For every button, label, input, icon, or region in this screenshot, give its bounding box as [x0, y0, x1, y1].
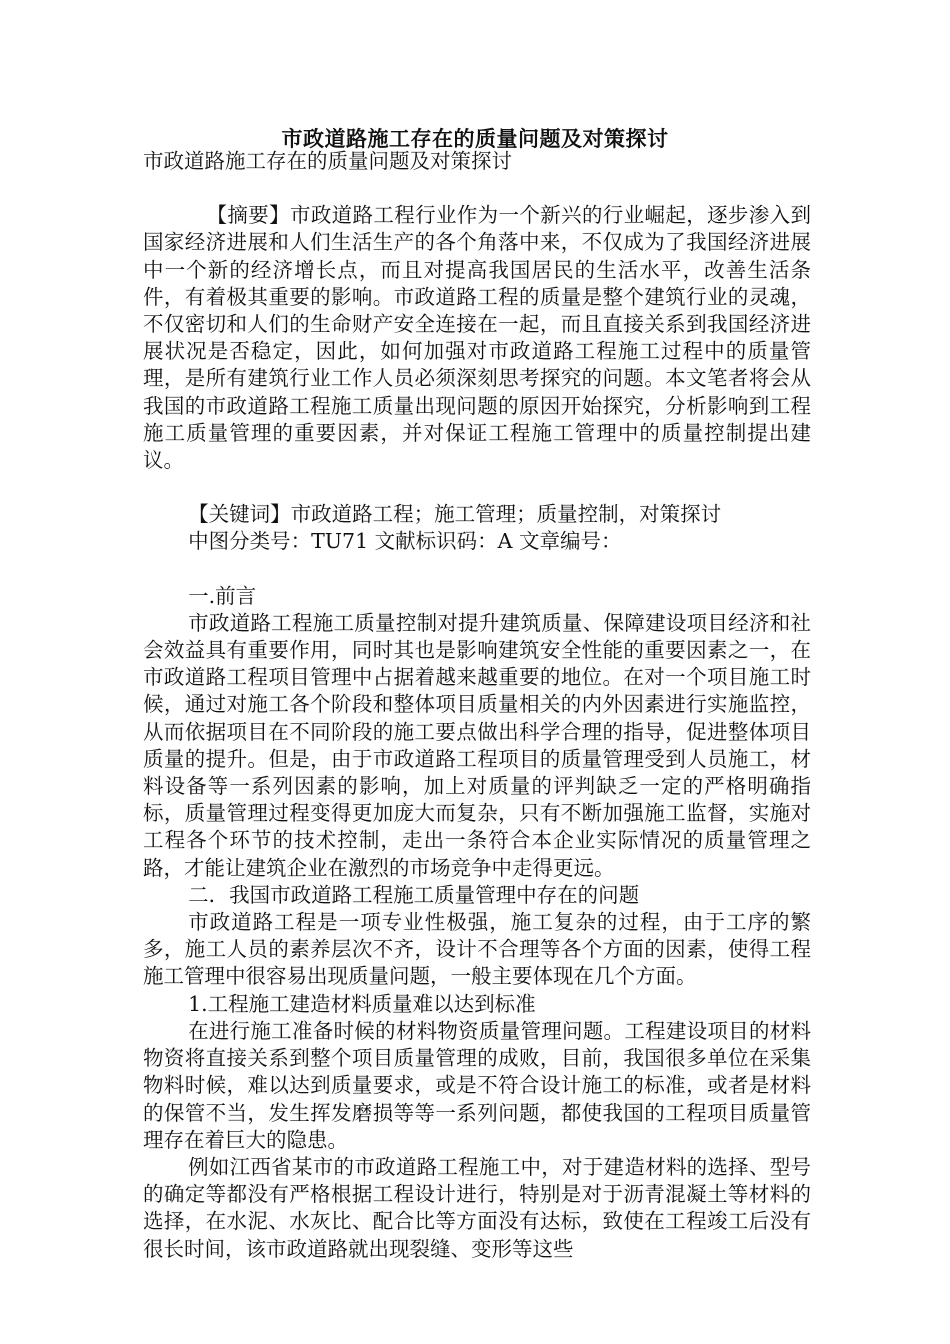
- spacer: [143, 474, 811, 501]
- subsection-1-heading: 1.工程施工建造材料质量难以达到标准: [188, 991, 536, 1016]
- section-2-heading: 二．我国市政道路工程施工质量管理中存在的问题: [188, 882, 640, 907]
- document-body: [143, 148, 811, 1263]
- section-2-paragraph: 市政道路工程是一项专业性极强，施工复杂的过程，由于工序的繁多，施工人员的素养层次不齐，设计不合理等各个方面的因素，使得工程施工管理中很容易出现质量问题，一般主要体现在几个方面。: [143, 910, 811, 989]
- abstract-paragraph: 【摘要】市政道路工程行业作为一个新兴的行业崛起，逐步渗入到国家经济进展和人们生活生产的各个角落中来，不仅成为了我国经济进展中一个新的经济增长点，而且对提高我国居民的生活水平，改善生活条件，有着极其重要的影响。市政道路工程的质量是整个建筑行业的灵魂，不仅密切和人们的生命财产安全连接在一起，而且直接关系到我国经济进展状况是否稳定，因此，如何加强对市政道路工程施工过程中的质量管理，是所有建筑行业工作人员必须深刻思考探究的问题。本文笔者将会从我国的市政道路工程施工质量出现问题的原因开始探究，分析影响到工程施工质量管理的重要因素，并对保证工程施工管理中的质量控制提出建议。: [143, 203, 811, 473]
- keywords-line: 【关键词】市政道路工程；施工管理；质量控制，对策探讨: [188, 502, 722, 527]
- subsection-1-paragraph-2: 例如江西省某市的市政道路工程施工中，对于建造材料的选择、型号的确定等都没有严格根据工程设计进行，特别是对于沥青混凝土等材料的选择，在水泥、水灰比、配合比等方面没有达标，致使在工程竣工后没有很长时间，该市政道路就出现裂缝、变形等这些: [143, 1154, 811, 1261]
- document-subtitle: 市政道路施工存在的质量问题及对策探讨: [143, 149, 512, 173]
- subsection-1-paragraph-1: 在进行施工准备时候的材料物资质量管理问题。工程建设项目的材料物资将直接关系到整个项目质量管理的成败，目前，我国很多单位在采集物料时候，难以达到质量要求，或是不符合设计施工的标准，或者是材料的保管不当，发生挥发磨损等等一系列问题，都使我国的工程项目质量管理存在着巨大的隐患。: [143, 1018, 811, 1152]
- section-1-heading: 一.前言: [188, 583, 257, 608]
- spacer: [143, 175, 811, 202]
- classification-line: 中图分类号：TU71 文献标识码：A 文章编号：: [188, 529, 622, 554]
- section-1-paragraph: 市政道路工程施工质量控制对提升建筑质量、保障建设项目经济和社会效益具有重要作用，同时其也是影响建筑安全性能的重要因素之一，在市政道路工程项目管理中占据着越来越重要的地位。在对一个项目施工时候，通过对施工各个阶段和整体项目质量相关的内外因素进行实施监控，从而依据项目在不同阶段的施工要点做出科学合理的指导，促进整体项目质量的提升。但是，由于市政道路工程项目的质量管理受到人员施工，材料设备等一系列因素的影响，加上对质量的评判缺乏一定的严格明确指标，质量管理过程变得更加庞大而复杂，只有不断加强施工监督，实施对工程各个环节的技术控制，走出一条符合本企业实际情况的质量管理之路，才能让建筑企业在激烈的市场竞争中走得更远。: [143, 610, 811, 880]
- spacer: [143, 556, 811, 583]
- document-title: 市政道路施工存在的质量问题及对策探讨: [281, 126, 669, 151]
